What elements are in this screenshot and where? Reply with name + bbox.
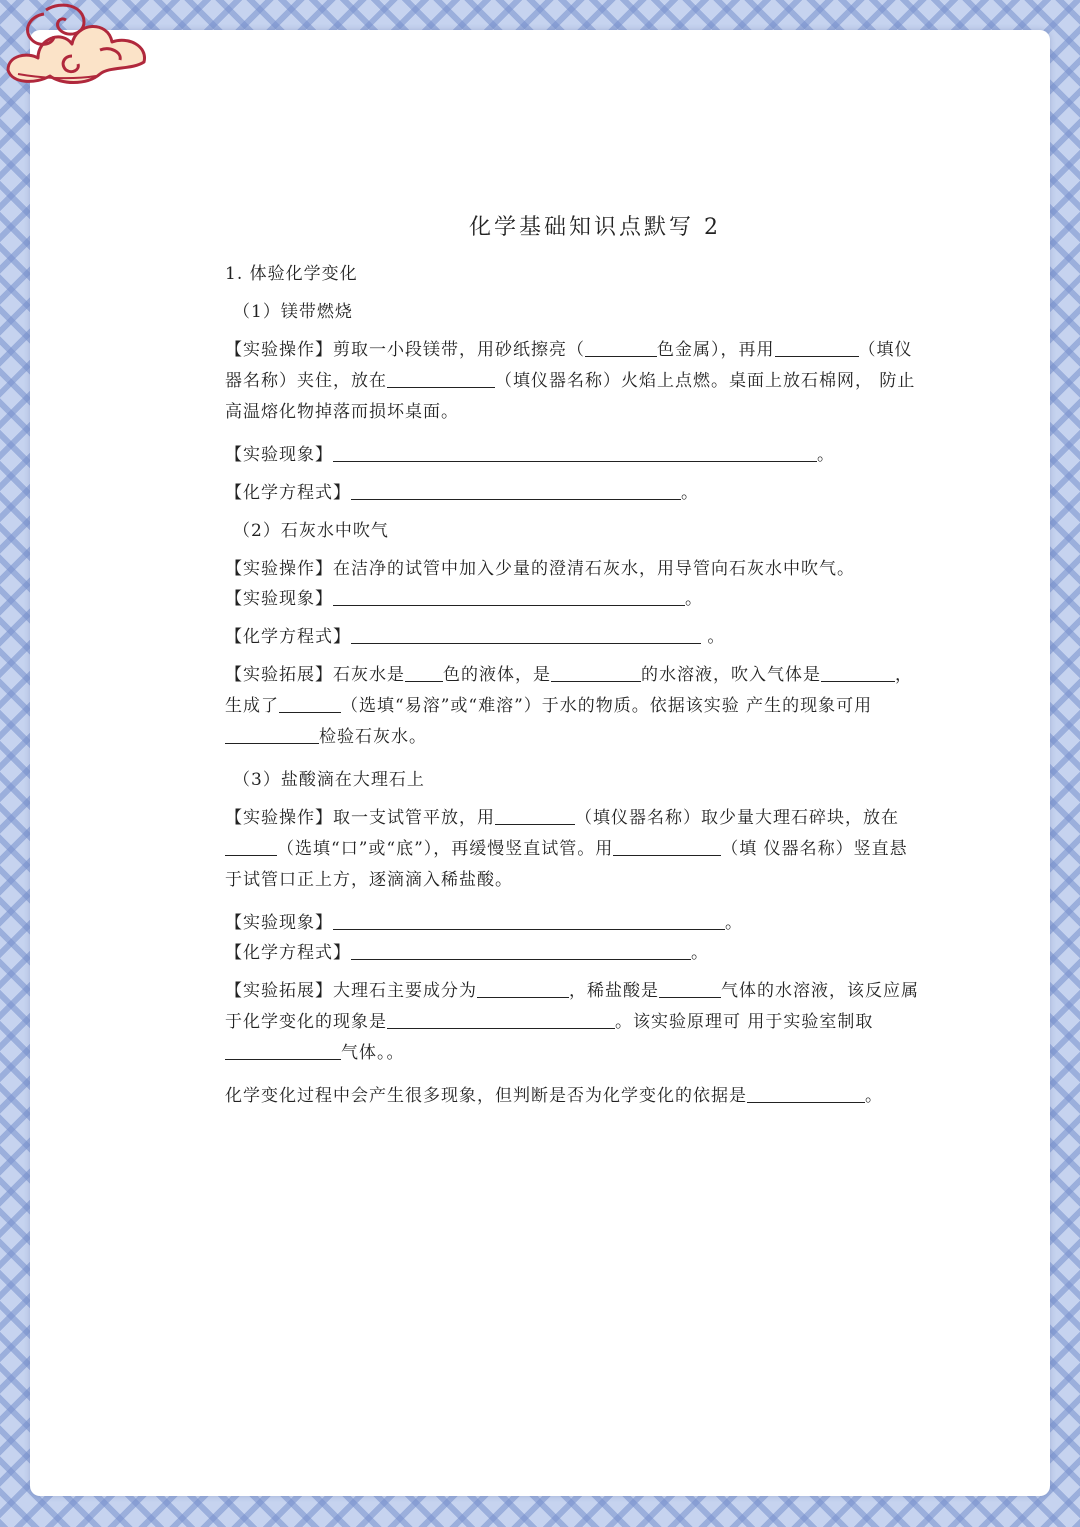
extension-text: 石灰水是 xyxy=(333,665,405,685)
equation-label: 【化学方程式】 xyxy=(225,943,351,963)
extension-text: 检验石灰水。 xyxy=(319,727,427,747)
blank-field[interactable] xyxy=(659,980,721,998)
operation-text: （填 仪器名称）竖直悬于试管口正上方，逐滴滴入稀盐酸。 xyxy=(225,839,908,890)
worksheet-content xyxy=(225,210,925,1111)
blank-field[interactable] xyxy=(225,1042,341,1060)
blank-field[interactable] xyxy=(351,626,701,644)
extension-text: 色的液体，是 xyxy=(443,665,551,685)
operation-text: （填仪器名称）夹住，放在 xyxy=(225,340,913,391)
punctuation: 。 xyxy=(685,589,703,609)
sub3-phenomenon xyxy=(225,908,925,938)
extension-label: 【实验拓展】 xyxy=(225,665,333,685)
punctuation: 。 xyxy=(865,1086,883,1106)
equation-label: 【化学方程式】 xyxy=(225,483,351,503)
operation-text: 在洁净的试管中加入少量的澄清石灰水，用导管向石灰水中吹气。 xyxy=(333,559,855,579)
operation-text: 剪取一小段镁带，用砂纸擦亮（ xyxy=(333,340,585,360)
operation-label: 【实验操作】 xyxy=(225,808,333,828)
blank-field[interactable] xyxy=(387,1011,615,1029)
blank-field[interactable] xyxy=(333,444,817,462)
punctuation: 。 xyxy=(681,483,699,503)
operation-label: 【实验操作】 xyxy=(225,559,333,579)
punctuation: 。 xyxy=(691,943,709,963)
operation-text: 取一支试管平放，用 xyxy=(333,808,495,828)
punctuation: 。 xyxy=(725,913,743,933)
sub2-equation xyxy=(225,622,925,652)
operation-text: 色金属），再用 xyxy=(657,340,775,360)
sub3-equation xyxy=(225,938,925,968)
extension-text: （选填“易溶”或“难溶”）于水的物质。依据该实验 产生的现象可用 xyxy=(341,696,873,716)
blank-field[interactable] xyxy=(279,695,341,713)
punctuation: 。 xyxy=(817,445,835,465)
blank-field[interactable] xyxy=(351,942,691,960)
operation-text: （选填“口”或“底”），再缓慢竖直试管。用 xyxy=(277,839,614,859)
sub1-equation xyxy=(225,478,925,508)
page-title: 化学基础知识点默写 2 xyxy=(469,215,721,240)
sub1-phenomenon xyxy=(225,440,925,470)
conclusion xyxy=(225,1081,925,1111)
extension-label: 【实验拓展】 xyxy=(225,981,333,1001)
blank-field[interactable] xyxy=(495,807,575,825)
conclusion-text: 化学变化过程中会产生很多现象，但判断是否为化学变化的依据是 xyxy=(225,1086,747,1106)
blank-field[interactable] xyxy=(333,588,685,606)
punctuation: 。 xyxy=(701,627,726,647)
blank-field[interactable] xyxy=(747,1085,865,1103)
blank-field[interactable] xyxy=(387,370,495,388)
phenomenon-label: 【实验现象】 xyxy=(225,445,333,465)
sub2-extension xyxy=(225,660,925,753)
blank-field[interactable] xyxy=(351,482,681,500)
operation-text: （填仪器名称）取少量大理石碎块，放在 xyxy=(575,808,899,828)
blank-field[interactable] xyxy=(477,980,569,998)
sub2-phenomenon xyxy=(225,584,925,614)
equation-label: 【化学方程式】 xyxy=(225,627,351,647)
extension-text: 气体。。 xyxy=(341,1043,405,1063)
auspicious-cloud-icon xyxy=(0,0,160,110)
blank-field[interactable] xyxy=(821,664,895,682)
blank-field[interactable] xyxy=(775,339,859,357)
blank-field[interactable] xyxy=(613,838,721,856)
phenomenon-label: 【实验现象】 xyxy=(225,589,333,609)
extension-text: ，稀盐酸是 xyxy=(569,981,659,1001)
blank-field[interactable] xyxy=(225,726,319,744)
sub3-operation xyxy=(225,803,925,896)
extension-text: ，生成了 xyxy=(225,665,913,716)
subsection-heading-2: （2）石灰水中吹气 xyxy=(233,521,389,541)
operation-label: 【实验操作】 xyxy=(225,340,333,360)
section-heading: 1. 体验化学变化 xyxy=(225,264,358,284)
subsection-heading-3: （3）盐酸滴在大理石上 xyxy=(233,770,425,790)
sub1-operation xyxy=(225,335,925,428)
blank-field[interactable] xyxy=(225,838,277,856)
subsection-heading-1: （1）镁带燃烧 xyxy=(233,302,353,322)
extension-text: 。该实验原理可 用于实验室制取 xyxy=(615,1012,874,1032)
extension-text: 气体的水溶液，该反应属于化学变化的现象是 xyxy=(225,981,919,1032)
blank-field[interactable] xyxy=(551,664,641,682)
blank-field[interactable] xyxy=(333,912,725,930)
extension-text: 大理石主要成分为 xyxy=(333,981,477,1001)
worksheet-paper xyxy=(30,30,1050,1496)
phenomenon-label: 【实验现象】 xyxy=(225,913,333,933)
blank-field[interactable] xyxy=(585,339,657,357)
sub3-extension xyxy=(225,976,925,1069)
operation-text: （填仪器名称）火焰上点燃。桌面上放石棉网， 防止高温熔化物掉落而损坏桌面。 xyxy=(225,371,916,422)
blank-field[interactable] xyxy=(405,664,443,682)
sub2-operation xyxy=(225,554,925,584)
extension-text: 的水溶液，吹入气体是 xyxy=(641,665,821,685)
